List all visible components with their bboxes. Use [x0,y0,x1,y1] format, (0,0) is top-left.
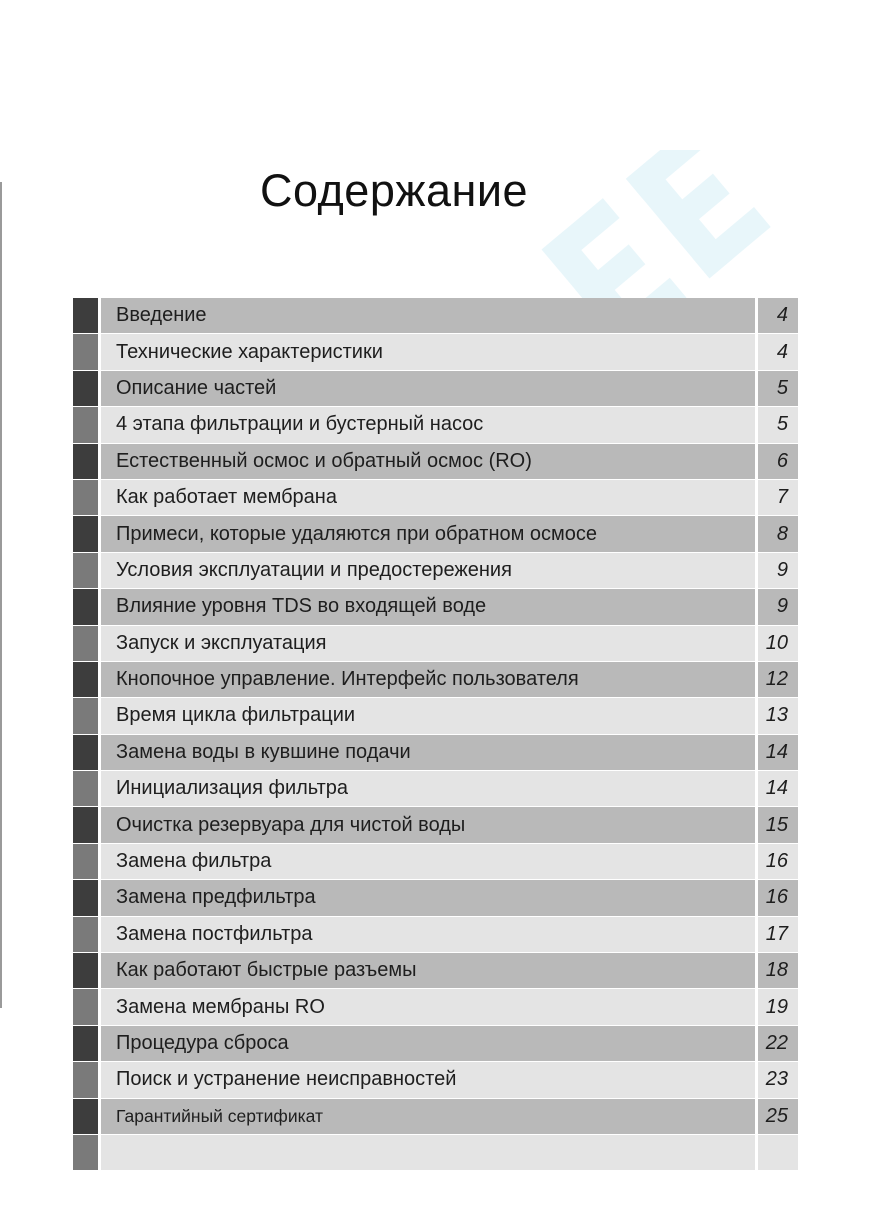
toc-row[interactable] [73,1026,798,1062]
toc-entry-title: Поиск и устранение неисправностей [101,1062,755,1097]
page-edge-line [0,182,2,1008]
row-marker [73,298,98,333]
toc-row[interactable] [73,1062,798,1098]
toc-entry-title: Замена фильтра [101,844,755,879]
toc-page-number: 12 [758,662,798,697]
toc-page-number: 18 [758,953,798,988]
toc-entry-title: Замена воды в кувшине подачи [101,735,755,770]
row-marker [73,589,98,624]
toc-entry-title: Как работают быстрые разъемы [101,953,755,988]
toc-entry-title: Описание частей [101,371,755,406]
row-marker [73,771,98,806]
toc-page-number: 23 [758,1062,798,1097]
toc-row[interactable] [73,698,798,734]
toc-entry-title: Введение [101,298,755,333]
row-marker [73,807,98,842]
toc-page-number: 14 [758,771,798,806]
toc-row[interactable] [73,917,798,953]
row-marker [73,371,98,406]
row-marker [73,844,98,879]
row-marker [73,917,98,952]
toc-row[interactable] [73,589,798,625]
toc-entry-title: Технические характеристики [101,334,755,369]
toc-entry-title: Примеси, которые удаляются при обратном осмосе [101,516,755,551]
toc-entry-title: Инициализация фильтра [101,771,755,806]
toc-entry-title: Процедура сброса [101,1026,755,1061]
toc-row[interactable] [73,880,798,916]
toc-row[interactable] [73,735,798,771]
toc-row[interactable] [73,989,798,1025]
toc-entry-title [101,1135,755,1170]
toc-entry-title: Условия эксплуатации и предостережения [101,553,755,588]
row-marker [73,662,98,697]
toc-entry-title: Время цикла фильтрации [101,698,755,733]
toc-row[interactable] [73,1099,798,1135]
toc-row[interactable] [73,371,798,407]
row-marker [73,1135,98,1170]
row-marker [73,880,98,915]
toc-row[interactable] [73,334,798,370]
row-marker [73,444,98,479]
toc-entry-title: Кнопочное управление. Интерфейс пользователя [101,662,755,697]
toc-page-number: 14 [758,735,798,770]
row-marker [73,953,98,988]
row-marker [73,989,98,1024]
row-marker [73,735,98,770]
toc-page-number: 8 [758,516,798,551]
toc-row[interactable] [73,844,798,880]
toc-entry-title: Очистка резервуара для чистой воды [101,807,755,842]
toc-row-empty [73,1135,798,1171]
toc-page-number: 7 [758,480,798,515]
toc-entry-title: Запуск и эксплуатация [101,626,755,661]
toc-page-number: 5 [758,371,798,406]
toc-row[interactable] [73,553,798,589]
table-of-contents [73,298,798,1171]
toc-row[interactable] [73,516,798,552]
toc-page-number: 10 [758,626,798,661]
row-marker [73,334,98,369]
row-marker [73,553,98,588]
row-marker [73,1026,98,1061]
row-marker [73,626,98,661]
toc-page-number [758,1135,798,1170]
toc-page-number: 6 [758,444,798,479]
toc-page-number: 15 [758,807,798,842]
toc-page-number: 19 [758,989,798,1024]
row-marker [73,516,98,551]
toc-row[interactable] [73,298,798,334]
toc-entry-title: Замена мембраны RO [101,989,755,1024]
page-title: Содержание [260,165,528,216]
toc-row[interactable] [73,662,798,698]
toc-entry-title: Гарантийный сертификат [101,1099,755,1134]
toc-page-number: 16 [758,844,798,879]
toc-page-number: 13 [758,698,798,733]
toc-entry-title: Как работает мембрана [101,480,755,515]
row-marker [73,480,98,515]
toc-row[interactable] [73,626,798,662]
toc-entry-title: Замена предфильтра [101,880,755,915]
toc-page-number: 17 [758,917,798,952]
toc-page-number: 4 [758,298,798,333]
toc-row[interactable] [73,407,798,443]
toc-entry-title: Естественный осмос и обратный осмос (RO) [101,444,755,479]
toc-row[interactable] [73,771,798,807]
toc-row[interactable] [73,444,798,480]
toc-page-number: 5 [758,407,798,442]
row-marker [73,1099,98,1134]
toc-entry-title: Влияние уровня TDS во входящей воде [101,589,755,624]
toc-page-number: 9 [758,553,798,588]
toc-row[interactable] [73,953,798,989]
row-marker [73,407,98,442]
toc-page-number: 4 [758,334,798,369]
watermark-logo [520,150,800,320]
row-marker [73,1062,98,1097]
toc-page-number: 9 [758,589,798,624]
toc-page-number: 25 [758,1099,798,1134]
row-marker [73,698,98,733]
toc-entry-title: Замена постфильтра [101,917,755,952]
toc-entry-title: 4 этапа фильтрации и бустерный насос [101,407,755,442]
toc-row[interactable] [73,480,798,516]
toc-page-number: 16 [758,880,798,915]
toc-row[interactable] [73,807,798,843]
toc-page-number: 22 [758,1026,798,1061]
